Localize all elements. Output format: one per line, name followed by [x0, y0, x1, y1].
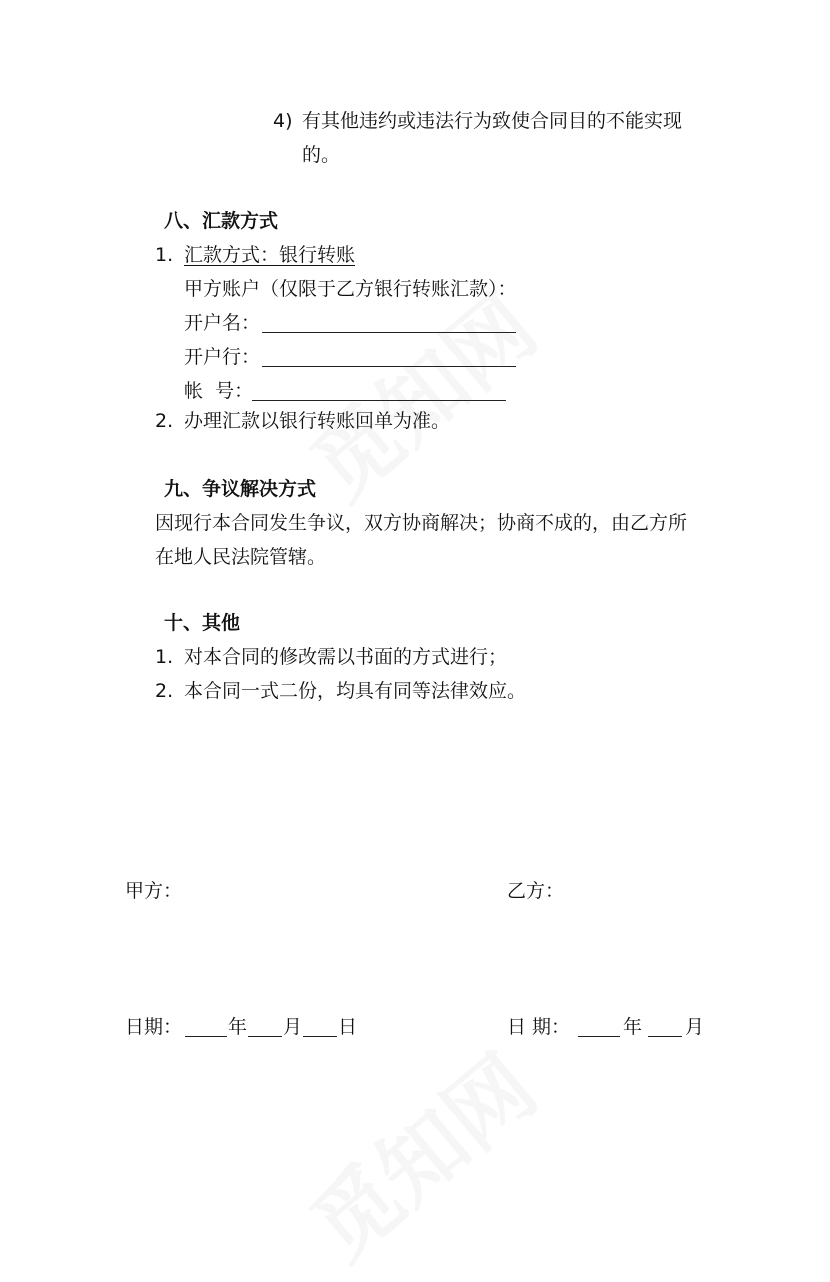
date-a-month-blank: [248, 1018, 282, 1037]
section-heading: 九、争议解决方式: [164, 478, 317, 500]
list-number: 2.: [155, 680, 174, 702]
paragraph-text: 因现行本合同发生争议，双方协商解决；协商不成的，由乙方所: [155, 512, 688, 534]
date-a-year-blank: [185, 1018, 227, 1037]
section-heading: 八、汇款方式: [164, 210, 279, 232]
date-b-month-blank: [648, 1018, 682, 1037]
account-name-blank: [262, 314, 516, 333]
party-a-label: 甲方：: [125, 880, 183, 902]
date-a-day-blank: [303, 1018, 337, 1037]
clause-number: 4): [273, 110, 293, 132]
account-no-blank: [252, 382, 506, 401]
party-b-label: 乙方：: [507, 880, 565, 902]
account-no-label: 帐 号：: [184, 380, 254, 402]
account-name-label: 开户名：: [184, 312, 261, 334]
date-b-label: 日 期：: [507, 1016, 571, 1038]
list-item-text: 本合同一式二份，均具有同等法律效应。: [184, 680, 527, 702]
date-b-year-blank: [578, 1018, 620, 1037]
list-item-text: 汇款方式：银行转账: [184, 244, 356, 266]
paragraph-text: 在地人民法院管辖。: [155, 546, 327, 568]
date-b-month: 月: [685, 1016, 705, 1038]
date-b-year: 年: [623, 1016, 643, 1038]
date-a-label: 日期：: [125, 1016, 183, 1038]
list-number: 1.: [155, 244, 174, 266]
date-a-day: 日: [338, 1016, 358, 1038]
bank-blank: [262, 348, 516, 367]
list-number: 2.: [155, 410, 174, 432]
list-item-text: 办理汇款以银行转账回单为准。: [184, 410, 451, 432]
list-number: 1.: [155, 646, 174, 668]
date-a-month: 月: [283, 1016, 303, 1038]
account-intro: 甲方账户（仅限于乙方银行转账汇款）：: [184, 278, 517, 300]
bank-label: 开户行：: [184, 346, 261, 368]
date-a-year: 年: [228, 1016, 248, 1038]
clause-text: 有其他违约或违法行为致使合同目的不能实现: [302, 110, 683, 132]
clause-text: 的。: [302, 144, 341, 166]
list-item-text: 对本合同的修改需以书面的方式进行；: [184, 646, 508, 668]
section-heading: 十、其他: [164, 612, 241, 634]
watermark: [280, 1022, 557, 1282]
